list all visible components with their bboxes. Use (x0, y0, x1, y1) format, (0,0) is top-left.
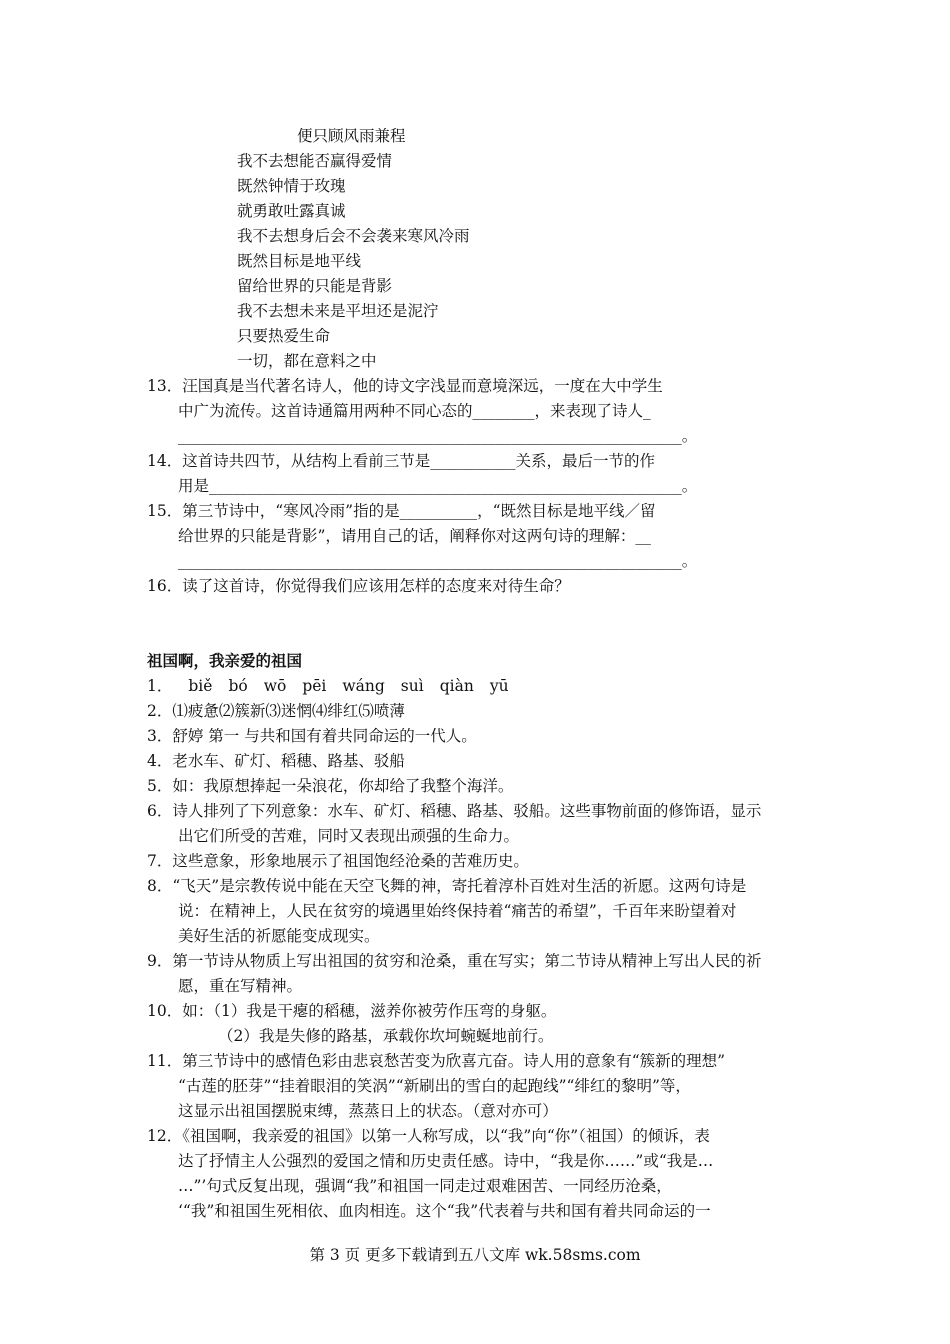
question-16: 16．读了这首诗，你觉得我们应该用怎样的态度来对待生命？ (147, 577, 570, 595)
poem-line: 留给世界的只能是背影 (237, 277, 393, 295)
answer-11: 11．第三节诗中的感情色彩由悲哀愁苦变为欣喜亢奋。诗人用的意象有“簇新的理想” (147, 1052, 726, 1070)
poem-line: 既然钟情于玫瑰 (237, 177, 346, 195)
pinyin-syllable: wáng (342, 677, 385, 695)
answer-1-pinyin (147, 676, 525, 696)
poem-line: 既然目标是地平线 (237, 252, 362, 270)
pinyin-syllable: bó (228, 677, 248, 695)
question-13: 13．汪国真是当代著名诗人，他的诗文字浅显而意境深远，一度在大中学生 (147, 377, 663, 395)
question-15-line-2: 给世界的只能是背影”，请用自己的话，阐释你对这两句诗的理解：__ (178, 527, 651, 545)
question-14: 14．这首诗共四节，从结构上看前三节是___________关系，最后一节的作 (147, 452, 655, 470)
pinyin-syllable: wō (263, 677, 287, 695)
pinyin-syllable: qiàn (439, 677, 474, 695)
answer-7: 7．这些意象，形象地展示了祖国饱经沧桑的苦难历史。 (147, 852, 529, 870)
poem-line: 我不去想能否赢得爱情 (237, 152, 393, 170)
pinyin-syllable: suì (400, 677, 424, 695)
answer-9-line-2: 愿，重在写精神。 (178, 977, 303, 995)
pinyin-syllable: biě (188, 677, 213, 695)
poem-line: 我不去想未来是平坦还是泥泞 (237, 302, 439, 320)
answer-12-line-4: ‘“我”和祖国生死相依、血肉相连。这个“我”代表着与共和国有着共同命运的一 (178, 1202, 711, 1220)
answer-12-line-3: …”’句式反复出现，强调“我”和祖国一同走过艰难困苦、一同经历沧桑， (178, 1177, 672, 1195)
answer-8-line-2: 说：在精神上，人民在贫穷的境遇里始终保持着“痛苦的希望”，千百年来盼望着对 (178, 902, 737, 920)
answer-8-line-3: 美好生活的祈愿能变成现实。 (178, 927, 380, 945)
poem-line: 一切，都在意料之中 (237, 352, 377, 370)
answer-11-line-3: 这显示出祖国摆脱束缚，蒸蒸日上的状态。（意对亦可） (178, 1102, 558, 1120)
pinyin-syllable: pēi (302, 677, 327, 695)
poem-line: 我不去想身后会不会袭来寒风冷雨 (237, 227, 470, 245)
poem-line: 只要热爱生命 (237, 327, 331, 345)
question-13-line-3: _________________________________________________________________。 (178, 427, 698, 445)
answer-5: 5．如：我原想捧起一朵浪花，你却给了我整个海洋。 (147, 777, 514, 795)
page-footer: 第 3 页 更多下载请到五八文库 wk.58sms.com (309, 1246, 641, 1264)
question-13-line-2: 中广为流传。这首诗通篇用两种不同心态的________，来表现了诗人_ (178, 402, 651, 420)
answer-2: 2．⑴疲惫⑵簇新⑶迷惘⑷绯红⑸喷薄 (147, 702, 405, 720)
poem-line: 就勇敢吐露真诚 (237, 202, 346, 220)
answer-3: 3．舒婷 第一 与共和国有着共同命运的一代人。 (147, 727, 477, 745)
answer-6-line-2: 出它们所受的苦难，同时又表现出顽强的生命力。 (178, 827, 520, 845)
answer-6: 6．诗人排列了下列意象：水车、矿灯、稻穗、路基、驳船。这些事物前面的修饰语，显示 (147, 802, 762, 820)
answer-10-line-2: （2）我是失修的路基，承载你坎坷蜿蜒地前行。 (218, 1027, 554, 1045)
answer-11-line-2: “古莲的胚芽”“挂着眼泪的笑涡”“新刷出的雪白的起跑线”“绯红的黎明”等， (178, 1077, 691, 1095)
pinyin-syllable: yū (489, 677, 509, 695)
answer-8: 8．“飞天”是宗教传说中能在天空飞舞的神，寄托着淳朴百姓对生活的祈愿。这两句诗是 (147, 877, 747, 895)
answer-10: 10．如：（1）我是干瘪的稻穗，滋养你被劳作压弯的身躯。 (147, 1002, 557, 1020)
answers-title: 祖国啊，我亲爱的祖国 (147, 651, 303, 670)
poem-line: 便只顾风雨兼程 (297, 127, 406, 145)
question-15-line-3: _________________________________________________________________。 (178, 552, 698, 570)
answer-12-line-2: 达了抒情主人公强烈的爱国之情和历史责任感。诗中，“我是你……”或“我是… (178, 1152, 714, 1170)
answer-number: 1． (147, 677, 173, 695)
question-14-line-2: 用是_____________________________________________________________。 (178, 477, 698, 495)
answer-9: 9．第一节诗从物质上写出祖国的贫穷和沧桑，重在写实；第二节诗从精神上写出人民的祈 (147, 952, 762, 970)
answer-4: 4．老水车、矿灯、稻穗、路基、驳船 (147, 752, 405, 770)
question-15: 15．第三节诗中，“寒风冷雨”指的是__________，“既然目标是地平线／留 (147, 502, 656, 520)
answer-12: 12．《祖国啊，我亲爱的祖国》以第一人称写成，以“我”向“你”（祖国）的倾诉，表 (147, 1127, 710, 1145)
